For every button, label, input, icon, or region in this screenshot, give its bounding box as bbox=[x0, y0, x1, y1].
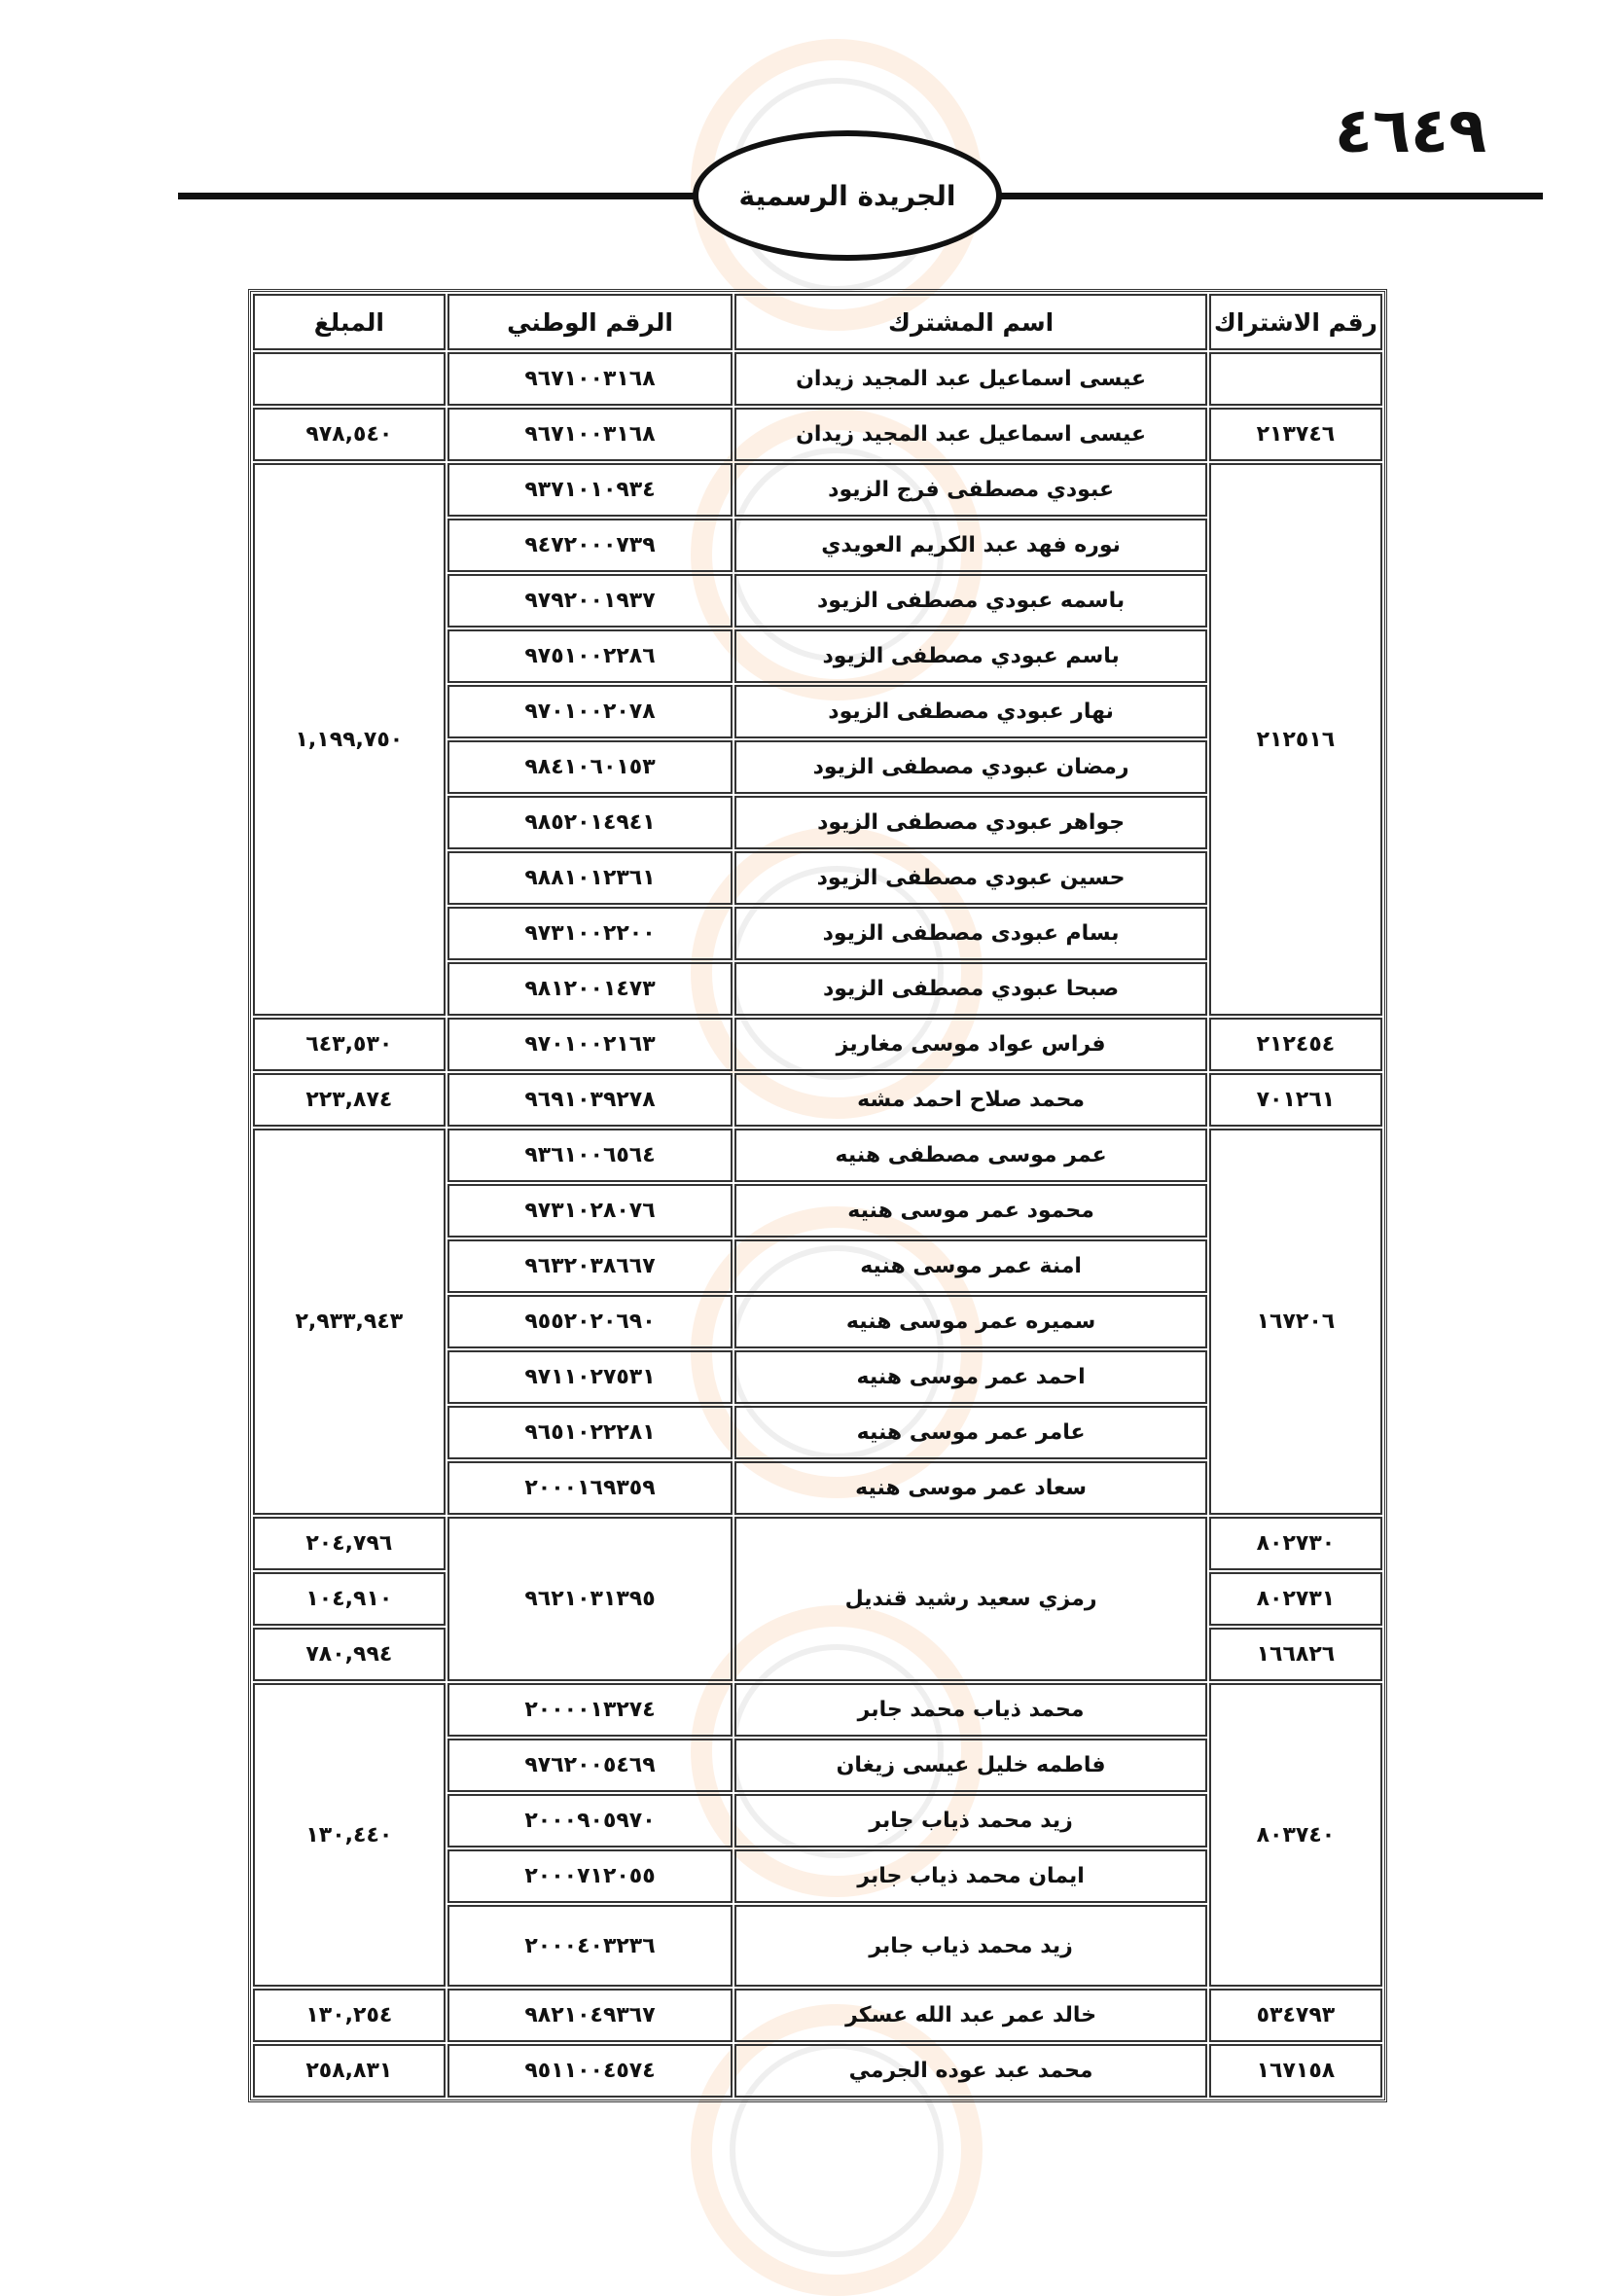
subscription-no-cell: ٢١٢٤٥٤ bbox=[1209, 1018, 1382, 1071]
amount-cell: ٢,٩٣٣,٩٤٣ bbox=[253, 1129, 446, 1515]
subscriber-name-cell: محمد صلاح احمد مشه bbox=[734, 1073, 1207, 1127]
subscriber-name-cell: ايمان محمد ذياب جابر bbox=[734, 1849, 1207, 1903]
column-header-subscription-no: رقم الاشتراك bbox=[1209, 294, 1382, 350]
national-id-cell: ٩٤٧٢٠٠٠٧٣٩ bbox=[447, 519, 733, 572]
subscriber-name-cell: رمضان عبودي مصطفى الزيود bbox=[734, 740, 1207, 794]
subscriber-name-cell: سميره عمر موسى هنيه bbox=[734, 1295, 1207, 1348]
table-row bbox=[253, 1683, 1382, 1737]
subscription-no-cell: ٨٠٢٧٣٠ bbox=[1209, 1517, 1382, 1570]
national-id-cell: ٩٦٢١٠٣١٣٩٥ bbox=[447, 1517, 733, 1681]
subscriber-name-cell: عيسى اسماعيل عبد المجيد زيدان bbox=[734, 352, 1207, 406]
subscriber-name-cell: فاطمه خليل عيسى زيغان bbox=[734, 1739, 1207, 1792]
table-row bbox=[253, 1073, 1382, 1127]
amount-cell: ١,١٩٩,٧٥٠ bbox=[253, 463, 446, 1016]
subscriber-name-cell: خالد عمر عبد الله عسكر bbox=[734, 1989, 1207, 2042]
national-id-cell: ٩٨٢١٠٤٩٣٦٧ bbox=[447, 1989, 733, 2042]
national-id-cell: ٩٦٥١٠٢٢٢٨١ bbox=[447, 1406, 733, 1459]
column-header-subscriber-name: اسم المشترك bbox=[734, 294, 1207, 350]
subscription-no-cell: ٢١٣٧٤٦ bbox=[1209, 408, 1382, 461]
national-id-cell: ٩٣٦١٠٠٦٥٦٤ bbox=[447, 1129, 733, 1182]
subscriber-name-cell: عمر موسى مصطفى هنيه bbox=[734, 1129, 1207, 1182]
national-id-cell: ٢٠٠٠٩٠٥٩٧٠ bbox=[447, 1794, 733, 1848]
subscription-no-cell: ٨٠٣٧٤٠ bbox=[1209, 1683, 1382, 1987]
national-id-cell: ٩٨٤١٠٦٠١٥٣ bbox=[447, 740, 733, 794]
subscribers-table bbox=[248, 289, 1387, 2102]
national-id-cell: ٩٧٥١٠٠٢٢٨٦ bbox=[447, 629, 733, 683]
amount-cell: ٧٨٠,٩٩٤ bbox=[253, 1628, 446, 1681]
subscriber-name-cell: عبودي مصطفى فرج الزيود bbox=[734, 463, 1207, 517]
national-id-cell: ٩٦٩١٠٣٩٢٧٨ bbox=[447, 1073, 733, 1127]
national-id-cell: ٩٦٧١٠٠٣١٦٨ bbox=[447, 352, 733, 406]
table-row bbox=[253, 1129, 1382, 1182]
subscription-no-cell: ١٦٧١٥٨ bbox=[1209, 2044, 1382, 2098]
amount-cell: ١٣٠,٢٥٤ bbox=[253, 1989, 446, 2042]
national-id-cell: ٩٥٥٢٠٢٠٦٩٠ bbox=[447, 1295, 733, 1348]
amount-cell: ٩٧٨,٥٤٠ bbox=[253, 408, 446, 461]
national-id-cell: ٩٧٣١٠٢٨٠٧٦ bbox=[447, 1184, 733, 1238]
national-id-cell: ٩٧١١٠٢٧٥٣١ bbox=[447, 1350, 733, 1404]
amount-cell: ١٠٤,٩١٠ bbox=[253, 1572, 446, 1626]
subscription-no-cell: ٧٠١٢٦١ bbox=[1209, 1073, 1382, 1127]
table-row bbox=[253, 2044, 1382, 2098]
column-header-amount: المبلغ bbox=[253, 294, 446, 350]
table-header-row bbox=[253, 294, 1382, 350]
national-id-cell: ٩٨١٢٠٠١٤٧٣ bbox=[447, 962, 733, 1016]
amount-cell: ٦٤٣,٥٣٠ bbox=[253, 1018, 446, 1071]
national-id-cell: ٩٥١١٠٠٤٥٧٤ bbox=[447, 2044, 733, 2098]
subscription-no-cell: ٨٠٢٧٣١ bbox=[1209, 1572, 1382, 1626]
subscriber-name-cell: صبحا عبودي مصطفى الزيود bbox=[734, 962, 1207, 1016]
national-id-cell: ٩٧٣١٠٠٢٢٠٠ bbox=[447, 907, 733, 960]
table-body bbox=[253, 352, 1382, 2098]
subscriber-name-cell: احمد عمر موسى هنيه bbox=[734, 1350, 1207, 1404]
subscriber-name-cell: محمود عمر موسى هنيه bbox=[734, 1184, 1207, 1238]
subscriber-name-cell: فراس عواد موسى مغاريز bbox=[734, 1018, 1207, 1071]
subscriber-name-cell: نوره فهد عبد الكريم العويدي bbox=[734, 519, 1207, 572]
subscription-no-cell: ١٦٧٢٠٦ bbox=[1209, 1129, 1382, 1515]
national-id-cell: ٩٨٥٢٠١٤٩٤١ bbox=[447, 796, 733, 849]
national-id-cell: ٩٧٩٢٠٠١٩٣٧ bbox=[447, 574, 733, 628]
table-row bbox=[253, 1517, 1382, 1570]
national-id-cell: ٩٦٣٢٠٣٨٦٦٧ bbox=[447, 1239, 733, 1293]
subscription-no-cell: ١٦٦٨٢٦ bbox=[1209, 1628, 1382, 1681]
subscriber-name-cell: جواهر عبودي مصطفى الزيود bbox=[734, 796, 1207, 849]
amount-cell bbox=[253, 352, 446, 406]
national-id-cell: ٢٠٠٠٠١٣٢٧٤ bbox=[447, 1683, 733, 1737]
amount-cell: ٢٢٣,٨٧٤ bbox=[253, 1073, 446, 1127]
amount-cell: ٢٠٤,٧٩٦ bbox=[253, 1517, 446, 1570]
subscriber-name-cell: زيد محمد ذياب جابر bbox=[734, 1905, 1207, 1987]
subscriber-name-cell: رمزي سعيد رشيد قنديل bbox=[734, 1517, 1207, 1681]
subscriber-name-cell: حسين عبودي مصطفى الزيود bbox=[734, 851, 1207, 905]
subscription-no-cell: ٢١٢٥١٦ bbox=[1209, 463, 1382, 1016]
amount-cell: ٢٥٨,٨٣١ bbox=[253, 2044, 446, 2098]
table-row bbox=[253, 408, 1382, 461]
table-row bbox=[253, 463, 1382, 517]
national-id-cell: ٩٧٠١٠٠٢٠٧٨ bbox=[447, 685, 733, 738]
page-number: ٤٦٤٩ bbox=[1334, 95, 1487, 167]
publication-title: الجريدة الرسمية bbox=[738, 179, 956, 212]
national-id-cell: ٢٠٠٠٤٠٣٢٣٦ bbox=[447, 1905, 733, 1987]
amount-cell: ١٣٠,٤٤٠ bbox=[253, 1683, 446, 1987]
national-id-cell: ٢٠٠٠١٦٩٣٥٩ bbox=[447, 1461, 733, 1515]
subscriber-name-cell: باسمه عبودي مصطفى الزيود bbox=[734, 574, 1207, 628]
subscriber-name-cell: نهار عبودي مصطفى الزيود bbox=[734, 685, 1207, 738]
subscription-no-cell bbox=[1209, 352, 1382, 406]
national-id-cell: ٩٧٠١٠٠٢١٦٣ bbox=[447, 1018, 733, 1071]
subscription-no-cell: ٥٣٤٧٩٣ bbox=[1209, 1989, 1382, 2042]
subscriber-name-cell: عيسى اسماعيل عبد المجيد زيدان bbox=[734, 408, 1207, 461]
subscriber-name-cell: بسام عبودى مصطفى الزيود bbox=[734, 907, 1207, 960]
subscriber-name-cell: باسم عبودي مصطفى الزيود bbox=[734, 629, 1207, 683]
national-id-cell: ٩٨٨١٠١٢٣٦١ bbox=[447, 851, 733, 905]
subscriber-name-cell: عامر عمر موسى هنيه bbox=[734, 1406, 1207, 1459]
national-id-cell: ٩٧٦٢٠٠٥٤٦٩ bbox=[447, 1739, 733, 1792]
national-id-cell: ٩٦٧١٠٠٣١٦٨ bbox=[447, 408, 733, 461]
subscriber-name-cell: امنة عمر موسى هنيه bbox=[734, 1239, 1207, 1293]
table-row bbox=[253, 352, 1382, 406]
subscriber-name-cell: سعاد عمر موسى هنيه bbox=[734, 1461, 1207, 1515]
table-row bbox=[253, 1018, 1382, 1071]
national-id-cell: ٩٣٧١٠١٠٩٣٤ bbox=[447, 463, 733, 517]
national-id-cell: ٢٠٠٠٧١٢٠٥٥ bbox=[447, 1849, 733, 1903]
subscriber-name-cell: زيد محمد ذياب جابر bbox=[734, 1794, 1207, 1848]
subscriber-name-cell: محمد عبد عوده الجرمي bbox=[734, 2044, 1207, 2098]
column-header-national-id: الرقم الوطني bbox=[447, 294, 733, 350]
publication-title-oval bbox=[693, 130, 1002, 261]
table-row bbox=[253, 1989, 1382, 2042]
subscriber-name-cell: محمد ذياب محمد جابر bbox=[734, 1683, 1207, 1737]
